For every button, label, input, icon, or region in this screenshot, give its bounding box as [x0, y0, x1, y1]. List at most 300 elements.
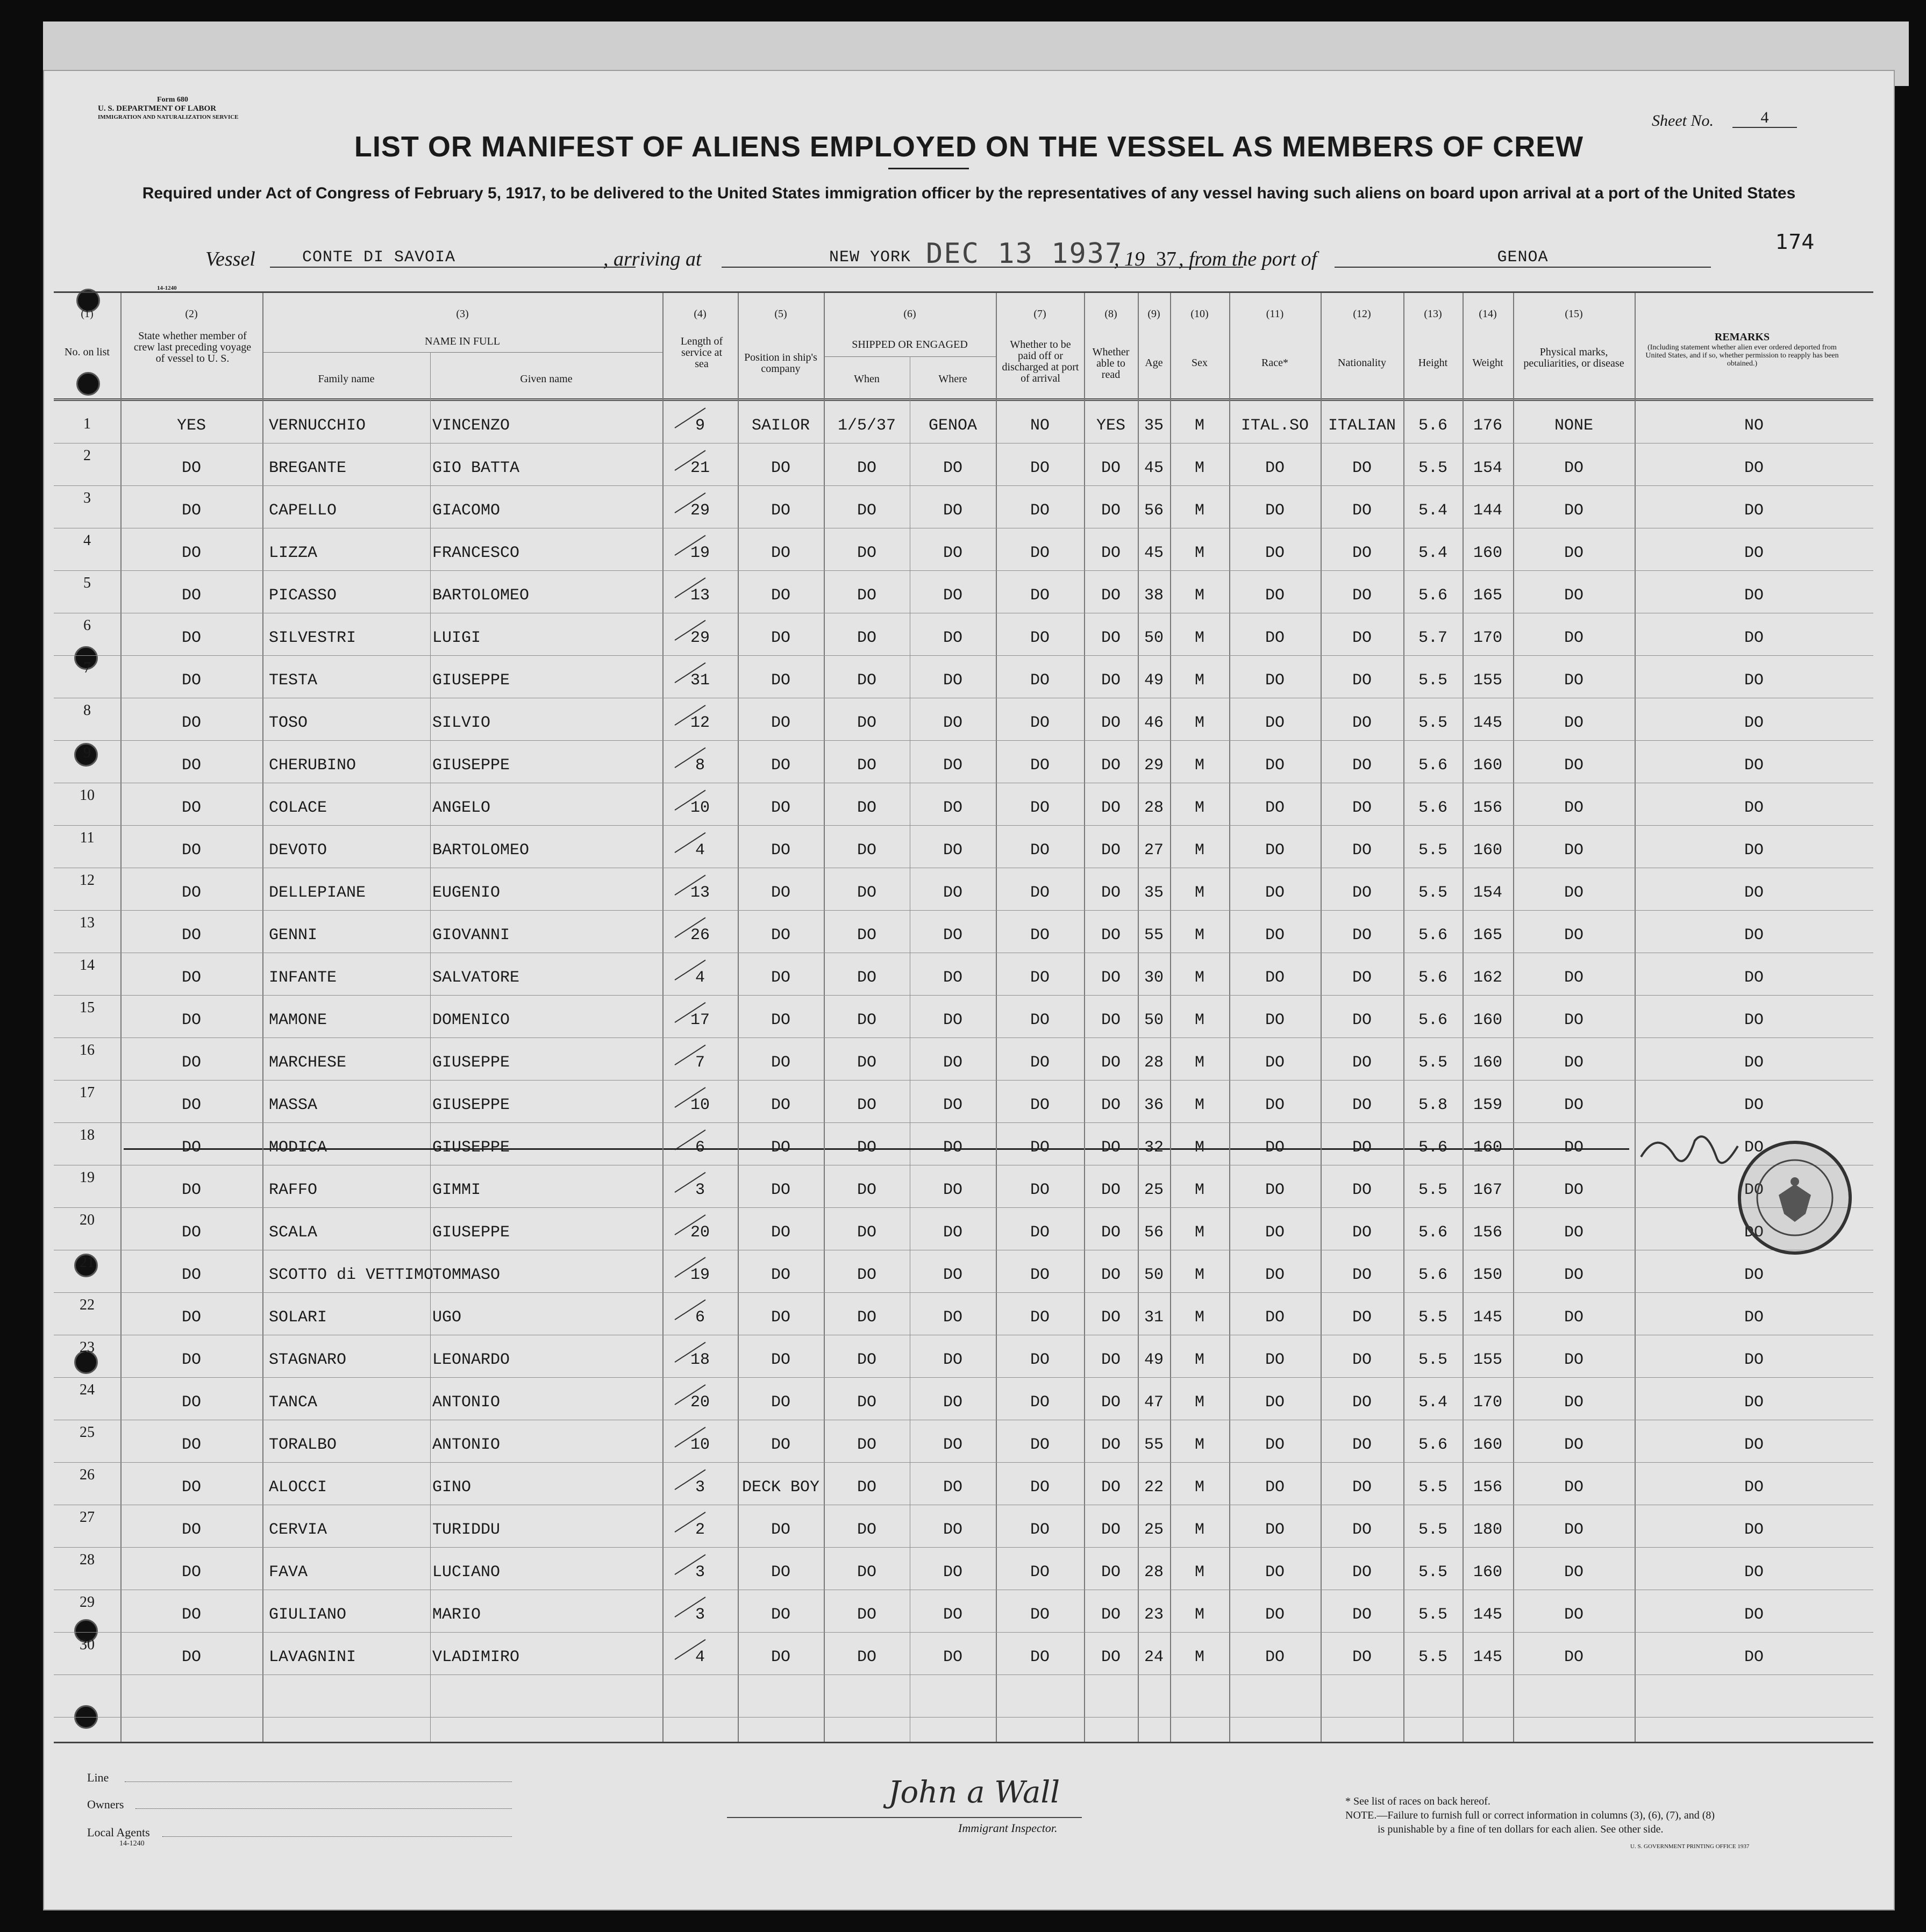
shipped-when-cell: DO [857, 841, 876, 860]
paid-off-cell: DO [1030, 1308, 1050, 1327]
paid-off-cell: DO [1030, 1096, 1050, 1114]
age-cell: 49 [1144, 1351, 1164, 1369]
service-length-cell: 18 [690, 1351, 710, 1369]
service-length-cell: 6 [695, 1308, 705, 1327]
able-to-read-cell: DO [1101, 502, 1121, 520]
col4-number: (4) [694, 308, 707, 320]
given-name-cell: GIUSEPPE [432, 671, 510, 690]
paid-off-cell: DO [1030, 1181, 1050, 1199]
sex-cell: M [1194, 841, 1204, 860]
physical-marks-cell: DO [1564, 629, 1583, 647]
shipped-where-cell: DO [943, 1011, 962, 1029]
family-name-cell: COLACE [269, 799, 327, 817]
col8-number: (8) [1104, 308, 1117, 320]
initials-scribble [1636, 1125, 1743, 1189]
sex-cell: M [1194, 1181, 1204, 1199]
weight-cell: 160 [1473, 1011, 1502, 1029]
tally-check-mark [672, 404, 710, 431]
physical-marks-cell: DO [1564, 671, 1583, 690]
age-cell: 25 [1144, 1181, 1164, 1199]
tally-check-mark [672, 998, 710, 1025]
able-to-read-cell: DO [1101, 1478, 1121, 1497]
shipped-where-cell: GENOA [928, 417, 977, 435]
height-cell: 5.5 [1418, 841, 1447, 860]
tally-check-mark [672, 743, 710, 770]
position-cell: DO [771, 544, 790, 562]
shipped-when-cell: DO [857, 969, 876, 987]
sheet-label: Sheet No. [1652, 112, 1714, 130]
nationality-cell: DO [1352, 1181, 1372, 1199]
nationality-cell: DO [1352, 671, 1372, 690]
weight-cell: 156 [1473, 799, 1502, 817]
col15-header: Physical marks, peculiarities, or disease [1523, 346, 1624, 369]
nationality-cell: DO [1352, 756, 1372, 775]
family-name-cell: CHERUBINO [269, 756, 356, 775]
given-name-cell: GIUSEPPE [432, 1139, 510, 1157]
weight-cell: 144 [1473, 502, 1502, 520]
year-label: , 19 [1114, 248, 1145, 270]
shipped-where-cell: DO [943, 1648, 962, 1666]
col9-number: (9) [1147, 308, 1160, 320]
position-cell: DO [771, 1351, 790, 1369]
service-length-cell: 26 [690, 926, 710, 944]
col5-header: Position in ship's company [744, 352, 817, 375]
shipped-when-cell: DO [857, 1521, 876, 1539]
row-number: 1 [83, 416, 91, 432]
shipped-when-cell: DO [857, 544, 876, 562]
column-divider [120, 293, 122, 1742]
crew-row [54, 825, 1873, 868]
weight-cell: 156 [1473, 1223, 1502, 1242]
height-cell: 5.7 [1418, 629, 1447, 647]
footer-print-code: 14-1240 [119, 1840, 145, 1848]
crew-row [54, 1335, 1873, 1377]
row-rule [54, 1377, 1873, 1378]
remarks-cell: DO [1744, 1393, 1764, 1412]
service-length-cell: 2 [695, 1521, 705, 1539]
row-rule [54, 1292, 1873, 1293]
paid-off-cell: DO [1030, 714, 1050, 732]
age-cell: 47 [1144, 1393, 1164, 1412]
family-name-cell: PICASSO [269, 586, 337, 605]
col1-number: (1) [81, 308, 94, 320]
paid-off-cell: DO [1030, 969, 1050, 987]
family-name-cell: VERNUCCHIO [269, 417, 366, 435]
weight-cell: 160 [1473, 1563, 1502, 1582]
family-name-cell: MAMONE [269, 1011, 327, 1029]
race-cell: ITAL.SO [1240, 417, 1309, 435]
tally-check-mark [672, 1168, 710, 1195]
race-cell: DO [1265, 1478, 1285, 1497]
nationality-cell: DO [1352, 969, 1372, 987]
race-cell: DO [1265, 1266, 1285, 1284]
paid-off-cell: DO [1030, 586, 1050, 605]
column-divider [1170, 293, 1171, 1742]
row-number: 24 [80, 1382, 95, 1398]
col1-header: No. on list [65, 346, 110, 358]
col15-number: (15) [1565, 308, 1583, 320]
shipped-where-cell: DO [943, 1393, 962, 1412]
crew-row [54, 400, 1873, 443]
prev-voyage-cell: DO [181, 1393, 201, 1412]
age-cell: 35 [1144, 884, 1164, 902]
paid-off-cell: DO [1030, 502, 1050, 520]
shipped-when-cell: DO [857, 799, 876, 817]
remarks-header-note: (Including statement whether alien ever ordered deported from United States, and if so, whether permission to reapply has been obtained.) [1645, 344, 1839, 368]
tally-check-mark [672, 531, 710, 558]
inspector-signature: John a Wall [888, 1775, 1060, 1810]
col6b-header: Where [938, 373, 967, 385]
weight-cell: 154 [1473, 459, 1502, 477]
shipped-when-cell: DO [857, 1436, 876, 1454]
able-to-read-cell: DO [1101, 459, 1121, 477]
column-divider [1463, 293, 1464, 1742]
penalty-note-1: NOTE.—Failure to furnish full or correct information in columns (3), (6), (7), and (8) [1345, 1809, 1715, 1821]
shipped-where-cell: DO [943, 1181, 962, 1199]
sex-cell: M [1194, 1606, 1204, 1624]
given-name-cell: GIOVANNI [432, 926, 510, 944]
remarks-cell: DO [1744, 1351, 1764, 1369]
row-number: 21 [80, 1254, 95, 1271]
position-cell: DO [771, 1436, 790, 1454]
tally-check-mark [672, 1296, 710, 1322]
nationality-cell: DO [1352, 502, 1372, 520]
column-divider [1321, 293, 1322, 1742]
paid-off-cell: DO [1030, 629, 1050, 647]
sex-cell: M [1194, 1266, 1204, 1284]
physical-marks-cell: DO [1564, 1011, 1583, 1029]
remarks-cell: DO [1744, 714, 1764, 732]
given-name-cell: LUCIANO [432, 1563, 501, 1582]
remarks-cell: DO [1744, 756, 1764, 775]
shipped-where-cell: DO [943, 1096, 962, 1114]
penalty-note-2: is punishable by a fine of ten dollars for each alien. See other side. [1378, 1823, 1664, 1835]
able-to-read-cell: DO [1101, 884, 1121, 902]
height-cell: 5.6 [1418, 1139, 1447, 1157]
crew-row [54, 783, 1873, 825]
shipped-when-cell: DO [857, 1648, 876, 1666]
shipped-when-cell: DO [857, 1011, 876, 1029]
height-cell: 5.5 [1418, 1648, 1447, 1666]
row-number: 30 [80, 1636, 95, 1653]
physical-marks-cell: DO [1564, 1648, 1583, 1666]
crew-row [54, 570, 1873, 613]
sex-cell: M [1194, 1096, 1204, 1114]
shipped-where-cell: DO [943, 1563, 962, 1582]
given-name-cell: BARTOLOMEO [432, 586, 530, 605]
col2-header: State whether member of crew last preceding voyage of vessel to U. S. [133, 330, 252, 364]
race-cell: DO [1265, 1308, 1285, 1327]
line-label: Line [87, 1771, 109, 1784]
line-field [125, 1781, 512, 1782]
inspector-label: Immigrant Inspector. [958, 1821, 1058, 1835]
given-name-cell: GIUSEPPE [432, 1223, 510, 1242]
print-code: 14-1240 [157, 285, 177, 291]
remarks-cell: DO [1744, 1648, 1764, 1666]
remarks-cell: DO [1744, 502, 1764, 520]
row-number: 10 [80, 787, 95, 804]
height-cell: 5.5 [1418, 1478, 1447, 1497]
position-cell: DO [771, 586, 790, 605]
signature-line [727, 1817, 1082, 1818]
nationality-cell: DO [1352, 799, 1372, 817]
tally-check-mark [672, 1550, 710, 1577]
service-length-cell: 31 [690, 671, 710, 690]
tally-check-mark [672, 871, 710, 898]
prev-voyage-cell: DO [181, 1521, 201, 1539]
race-cell: DO [1265, 629, 1285, 647]
crew-row [54, 1505, 1873, 1547]
family-name-cell: INFANTE [269, 969, 337, 987]
title-rule [888, 168, 969, 169]
service-length-cell: 8 [695, 756, 705, 775]
physical-marks-cell: DO [1564, 1266, 1583, 1284]
crew-row [54, 1122, 1873, 1165]
page-number: 174 [1775, 230, 1815, 254]
shipped-when-cell: DO [857, 1606, 876, 1624]
given-name-cell: GIUSEPPE [432, 1096, 510, 1114]
family-name-cell: BREGANTE [269, 459, 347, 477]
service-length-cell: 19 [690, 544, 710, 562]
arriving-label: , arriving at [603, 248, 702, 270]
tally-check-mark [672, 701, 710, 728]
row-rule [54, 1632, 1873, 1633]
height-cell: 5.6 [1418, 1266, 1447, 1284]
crew-row [54, 1547, 1873, 1590]
page-subtitle: Required under Act of Congress of February 5, 1917, to be delivered to the United States immigration officer by the representatives of any vessel having such aliens on board upon arrival at a port of the United States [142, 184, 1796, 202]
given-name-cell: SILVIO [432, 714, 491, 732]
remarks-cell: DO [1744, 1436, 1764, 1454]
prev-voyage-cell: DO [181, 1606, 201, 1624]
given-name-cell: ANTONIO [432, 1393, 501, 1412]
shipped-when-cell: DO [857, 459, 876, 477]
physical-marks-cell: DO [1564, 756, 1583, 775]
prev-voyage-cell: DO [181, 1139, 201, 1157]
weight-cell: 145 [1473, 1606, 1502, 1624]
age-cell: 28 [1144, 1563, 1164, 1582]
service-length-cell: 17 [690, 1011, 710, 1029]
col13-header: Height [1418, 357, 1448, 369]
row-rule [54, 1122, 1873, 1123]
sex-cell: M [1194, 1648, 1204, 1666]
given-name-cell: DOMENICO [432, 1011, 510, 1029]
nationality-cell: DO [1352, 629, 1372, 647]
paid-off-cell: NO [1030, 417, 1050, 435]
given-name-cell: ANGELO [432, 799, 491, 817]
race-cell: DO [1265, 1521, 1285, 1539]
physical-marks-cell: DO [1564, 1521, 1583, 1539]
prev-voyage-cell: DO [181, 1181, 201, 1199]
race-cell: DO [1265, 756, 1285, 775]
sex-cell: M [1194, 502, 1204, 520]
tally-check-mark [672, 828, 710, 855]
given-name-cell: GIO BATTA [432, 459, 520, 477]
family-name-cell: MASSA [269, 1096, 318, 1114]
col6-header: SHIPPED OR ENGAGED [852, 339, 968, 350]
prev-voyage-cell: DO [181, 1478, 201, 1497]
family-name-cell: SCALA [269, 1223, 318, 1242]
remarks-cell: DO [1744, 841, 1764, 860]
shipped-where-cell: DO [943, 756, 962, 775]
sex-cell: M [1194, 1393, 1204, 1412]
age-cell: 36 [1144, 1096, 1164, 1114]
able-to-read-cell: DO [1101, 841, 1121, 860]
col4-header: Length of service at sea [680, 335, 723, 370]
height-cell: 5.6 [1418, 1223, 1447, 1242]
paid-off-cell: DO [1030, 756, 1050, 775]
physical-marks-cell: DO [1564, 1308, 1583, 1327]
height-cell: 5.5 [1418, 459, 1447, 477]
tally-check-mark [672, 1593, 710, 1620]
physical-marks-cell: DO [1564, 1096, 1583, 1114]
race-cell: DO [1265, 1351, 1285, 1369]
sex-cell: M [1194, 1351, 1204, 1369]
crew-row [54, 485, 1873, 528]
prev-voyage-cell: DO [181, 926, 201, 944]
paid-off-cell: DO [1030, 926, 1050, 944]
height-cell: 5.5 [1418, 1054, 1447, 1072]
row-number: 11 [80, 829, 95, 846]
able-to-read-cell: DO [1101, 1266, 1121, 1284]
row-rule [54, 825, 1873, 826]
nationality-cell: DO [1352, 1308, 1372, 1327]
sex-cell: M [1194, 1563, 1204, 1582]
given-name-cell: GIUSEPPE [432, 756, 510, 775]
position-cell: DECK BOY [741, 1478, 820, 1497]
column-divider [738, 293, 739, 1742]
crew-row [54, 1165, 1873, 1207]
prev-voyage-cell: DO [181, 756, 201, 775]
tally-check-mark [672, 1338, 710, 1365]
nationality-cell: DO [1352, 1606, 1372, 1624]
able-to-read-cell: DO [1101, 671, 1121, 690]
height-cell: 5.6 [1418, 1011, 1447, 1029]
from-port-label: , from the port of [1179, 248, 1317, 270]
race-cell: DO [1265, 1181, 1285, 1199]
height-cell: 5.4 [1418, 1393, 1447, 1412]
row-number: 20 [80, 1212, 95, 1228]
able-to-read-cell: DO [1101, 714, 1121, 732]
sex-cell: M [1194, 671, 1204, 690]
service-length-cell: 3 [695, 1478, 705, 1497]
age-cell: 55 [1144, 926, 1164, 944]
height-cell: 5.6 [1418, 926, 1447, 944]
remarks-cell: DO [1744, 1478, 1764, 1497]
paid-off-cell: DO [1030, 1606, 1050, 1624]
col11-number: (11) [1266, 308, 1284, 320]
row-number: 14 [80, 957, 95, 974]
height-cell: 5.6 [1418, 1436, 1447, 1454]
shipped-where-cell: DO [943, 1308, 962, 1327]
tally-check-mark [672, 1253, 710, 1280]
weight-cell: 160 [1473, 544, 1502, 562]
able-to-read-cell: DO [1101, 756, 1121, 775]
tally-check-mark [672, 616, 710, 643]
able-to-read-cell: DO [1101, 1181, 1121, 1199]
remarks-cell: DO [1744, 884, 1764, 902]
col12-header: Nationality [1338, 357, 1386, 369]
sex-cell: M [1194, 629, 1204, 647]
vessel-name: CONTE DI SAVOIA [270, 248, 636, 268]
col3-number: (3) [456, 308, 469, 320]
height-cell: 5.5 [1418, 1521, 1447, 1539]
age-cell: 45 [1144, 459, 1164, 477]
age-cell: 32 [1144, 1139, 1164, 1157]
crew-row [54, 1632, 1873, 1675]
column-divider [1084, 293, 1085, 1742]
tally-check-mark [672, 1083, 710, 1110]
agents-field [162, 1836, 512, 1837]
gpo-imprint: U. S. GOVERNMENT PRINTING OFFICE 1937 [1630, 1843, 1750, 1850]
shipped-when-cell: DO [857, 1478, 876, 1497]
row-rule [54, 1462, 1873, 1463]
race-cell: DO [1265, 502, 1285, 520]
height-cell: 5.4 [1418, 544, 1447, 562]
sex-cell: M [1194, 417, 1204, 435]
able-to-read-cell: YES [1096, 417, 1125, 435]
sex-cell: M [1194, 969, 1204, 987]
given-name-cell: LEONARDO [432, 1351, 510, 1369]
weight-cell: 165 [1473, 926, 1502, 944]
row-number: 4 [83, 532, 91, 549]
height-cell: 5.5 [1418, 1606, 1447, 1624]
shipped-where-cell: DO [943, 884, 962, 902]
remarks-cell: DO [1744, 1223, 1764, 1242]
col6-number: (6) [903, 308, 916, 320]
given-name-cell: VLADIMIRO [432, 1648, 520, 1666]
sex-cell: M [1194, 1308, 1204, 1327]
remarks-cell: DO [1744, 1563, 1764, 1582]
paid-off-cell: DO [1030, 1393, 1050, 1412]
physical-marks-cell: DO [1564, 1563, 1583, 1582]
nationality-cell: DO [1352, 841, 1372, 860]
crew-row [54, 1420, 1873, 1462]
position-cell: DO [771, 502, 790, 520]
row-number: 28 [80, 1551, 95, 1568]
position-cell: DO [771, 1563, 790, 1582]
prev-voyage-cell: DO [181, 544, 201, 562]
position-cell: DO [771, 671, 790, 690]
shipped-when-cell: DO [857, 756, 876, 775]
physical-marks-cell: DO [1564, 502, 1583, 520]
row-number: 22 [80, 1297, 95, 1313]
tally-check-mark [672, 1508, 710, 1535]
col7-number: (7) [1033, 308, 1046, 320]
col8-header: Whether able to read [1092, 346, 1130, 381]
nationality-cell: DO [1352, 1563, 1372, 1582]
race-cell: DO [1265, 969, 1285, 987]
position-cell: DO [771, 459, 790, 477]
row-rule [54, 1547, 1873, 1548]
position-cell: DO [771, 1648, 790, 1666]
height-cell: 5.5 [1418, 1351, 1447, 1369]
shipped-where-cell: DO [943, 1478, 962, 1497]
age-cell: 50 [1144, 1266, 1164, 1284]
tally-check-mark [672, 956, 710, 983]
family-name-cell: FAVA [269, 1563, 308, 1582]
nationality-cell: DO [1352, 1393, 1372, 1412]
service-name: IMMIGRATION AND NATURALIZATION SERVICE [98, 114, 239, 120]
age-cell: 29 [1144, 756, 1164, 775]
shipped-where-cell: DO [943, 1606, 962, 1624]
service-length-cell: 9 [695, 417, 705, 435]
family-name-cell: DEVOTO [269, 841, 327, 860]
departure-port: GENOA [1335, 248, 1711, 268]
paid-off-cell: DO [1030, 1011, 1050, 1029]
crew-row [54, 1080, 1873, 1122]
row-rule [54, 1717, 1873, 1718]
family-name-cell: CERVIA [269, 1521, 327, 1539]
